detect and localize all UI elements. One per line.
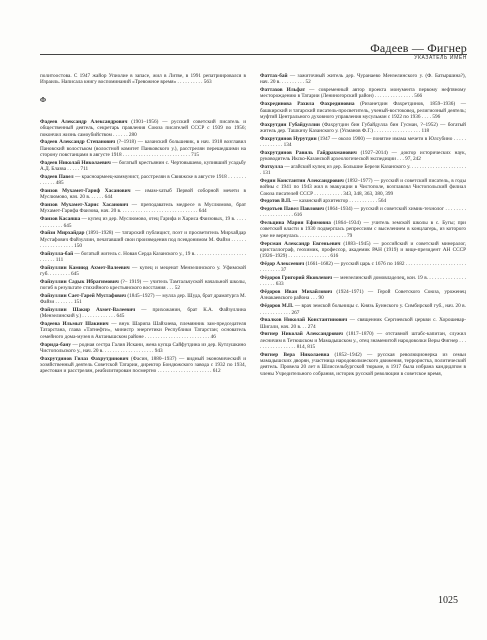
index-entry: [40, 160, 246, 173]
entry-name: Фельцина Мария Ефимовна: [260, 220, 331, 227]
section-letter: Ф: [40, 95, 47, 104]
index-entry: [40, 293, 246, 306]
entry-text: (1864–1934) — русский и советский химик-технолог . . . . . . . . . . . . . . . . . . . . . 616: [260, 206, 467, 219]
entry-name: Фатхулла: [260, 163, 284, 170]
entry-name: Фиалков Николай Константинович: [260, 317, 348, 324]
entry-text: (Ризанетдин Фахретдинов, 1859–1936) — башкирский и татарский писатель-просветитель, ученый-востоковед, религиозный деятель; муфтий Центрального духовного управления мусульман с 1922 по 1936 . . . . 596: [260, 101, 466, 120]
entry-text: — агайский купец из дер. Большие Берези Казанского у. . . . . . . . . . . . . . . . . . . . . . . 131: [260, 163, 466, 177]
entry-text: — врач земской больницы с. Князь Буинского у. Симбирской губ., нач. 20 в. . . . . . . . . . . . . 267: [260, 303, 466, 316]
entry-text: — мензелинский домовладелец, кон. 19 в. . . . . . . . . . . . . . . . . . . . . 633: [260, 275, 466, 288]
index-entry: [40, 265, 246, 278]
index-entry: [260, 87, 466, 100]
index-entry: [260, 164, 466, 177]
entry-name: Фаизов Касаяша: [40, 216, 81, 223]
entry-text: — современный автор проекта монумента первому нефтяному месторождению в Татарии (Лениногорский район) . . . . . . . . . . . . . . . 566: [260, 87, 467, 100]
entry-text: (1947 — около 1900) — понятие имама мечети в Юлсубино . . . . . . . . . . . . . . 134: [260, 135, 466, 148]
entry-name: Файзулла-бай: [40, 250, 74, 257]
index-entry: [260, 289, 466, 302]
index-entry: [40, 279, 246, 292]
index-entry: [260, 101, 466, 120]
index-entry: [40, 188, 246, 201]
entry-name: Фахрутдинов Равиль Гайдрахманович: [260, 149, 357, 156]
entry-text: — красноармеец-коммунист, расстрелян в Свияжске в августе 1918 . . . . . . . . . . . . . 485: [40, 173, 246, 187]
entry-text: (1927–2014) — доктор исторических наук, руководитель Икско-Казанской археологической экспедиции . . . 97, 242: [260, 149, 467, 163]
running-subtitle: УКАЗАТЕЛЬ ИМЕН: [414, 55, 467, 61]
index-entry: [260, 220, 466, 239]
running-title: Фадеев — Фигнер: [370, 41, 467, 55]
index-entry: [260, 241, 466, 260]
entry-name: Фаизов Мухамет-Гариф Хасанович: [40, 188, 131, 195]
index-entry: [40, 307, 246, 320]
page-header: [0, 0, 487, 62]
index-entry: [40, 321, 246, 340]
entry-name: Файзуллин Камиюд Ахмет-Валеевич: [40, 264, 130, 271]
index-entry: [260, 122, 466, 135]
index-entry: [40, 216, 246, 229]
entry-name: Фадеев Николай Николаевич: [40, 159, 111, 166]
index-entry: [260, 150, 466, 163]
entry-text: (1817–1870) — отставной штабс-капитан, служил лесничим в Тетюшском и Мамадышском у., отец знаменитой народоволки Веры Фигнер . . . . . . . . . . . . . . . . . 814, 815: [260, 331, 467, 351]
entry-name: Файзуллин Сает-Гарей Мустафович: [40, 292, 127, 299]
entry-name: Фадеев Александр Александрович: [40, 119, 128, 126]
index-entry: [260, 303, 466, 316]
entry-text: — купец из дер. Муслюмово, отец Гарифа и Хариса Фаизовых, 19 в. . . . . . . . . . . . . . 645: [40, 216, 246, 229]
index-entry: [260, 331, 466, 350]
entry-text: (1883–1945) — российский и советский минералог, кристаллограф, геохимик, профессор, академик РАН (1919) и вице-президент АН СССР (1926–1929) . . . . . . . . . . . . . . . . 616: [260, 240, 466, 260]
page-number: 1025: [438, 595, 458, 606]
header-rule: [40, 54, 467, 55]
intro-paragraph: политоостова. С 1947 жайор Упиолие в запасе, жил в Литве, в 1991 репатриировался в Израиль. Написала книгу воспоминаний «Тревожное время» . . . . . . . . . . 563: [40, 73, 246, 86]
entry-text: (1924–1971) — Герой Советского Союза, уроженец Азнакаевского района . . . 90: [260, 289, 466, 302]
entry-name: Федотьев Павел Павлович: [260, 206, 324, 213]
entry-name: Фахрутдин Губайдуллин: [260, 121, 320, 128]
entry-name: Фаизов Мухамет-Харис Хасанович: [40, 202, 129, 209]
entry-text: (1852–1942) — русская революционерка из семьи мамадышских дворян, участница народовольческого движения, террористка, политический деятель. Провела 20 лет в Шлиссельбургской тюрьме, в 1917 была избрана кандидатом в члены Учредительного собрания, историк русской революции в советское время,: [260, 351, 466, 377]
entry-name: Фёдоров Григорий Яковлевич: [260, 275, 333, 282]
entry-text: — преподаватель медресе в Муслюмово, брат Мухамет-Гарифа Фаизова, нач. 20 в. . . . . . . . . . . . . . . . . . . . . . . . . . . . . . 644: [40, 202, 246, 215]
entry-name: Федотов В.П.: [260, 198, 292, 205]
entry-name: Файзуллин Садык Ибрагимович: [40, 278, 119, 285]
index-entry: [40, 174, 246, 187]
entry-name: Фёдоров М.П.: [260, 303, 294, 310]
entry-name: Фёдоров Иван Михайлович: [260, 289, 333, 296]
index-entry: [40, 119, 246, 138]
entry-name: Фахрутдинов Гилаз Фахрутдинович: [40, 355, 129, 362]
entry-name: Фадеев Александр Степанович: [40, 139, 116, 146]
entry-name: Фигнер Вера Николаевна: [260, 351, 330, 358]
index-entry: [260, 275, 466, 288]
entry-name: Файзуллин Шакир Ахмет-Валеевич: [40, 307, 136, 313]
index-entry: [40, 342, 246, 355]
entry-text: — прихожанин, брат К.А. Файзуллина (Мензелинский у.) . . . . . . . . . . . . . 645: [40, 307, 246, 320]
entry-name: Фадеев Павел: [40, 173, 74, 180]
index-entry: [40, 251, 246, 264]
entry-text: (1901–1956) — русский советский писатель и общественный деятель, секретарь правления Союза писателей СССР с 1939 по 1956; покончил жизнь самоубийством . . . . . . 280: [40, 119, 246, 138]
index-entry: [40, 139, 246, 158]
entry-text: (Фасин, 1880–1937) — видный экономический и хозяйственный деятель Советской Татарии, директор Бондюжского завода с 1932 по 1934, арестован и расстрелян, реабилитирован посмертно . . . . . . . . . . . . . . . . . . . . . 612: [40, 355, 246, 375]
entry-text: — купец и меценат Мензелинского у. Уфимской губ. . . . . . . . . 645: [40, 264, 246, 278]
entry-name: Фигнер Николай Александрович: [260, 331, 344, 338]
entry-text: — богатый крестьянин с. Чертовышево, купивший усадьбу А.Д. Блазва . . . . . 711: [40, 159, 246, 173]
index-entry: [260, 73, 466, 86]
left-column: [40, 73, 246, 376]
index-entry: [260, 178, 466, 197]
index-entry: [260, 198, 466, 204]
entry-text: (?–1918) — казанский большевик, в нач. 1918 возглавил Пановский волостьком (волостной комитет Панковского у.), расстрелян перешедшими на сторону повстанцами в августе 1918 . . . . . . . . . . . . . . . . . . . . . . . . . . 715: [40, 139, 246, 159]
entry-name: Фарида-бану: [40, 341, 72, 348]
index-entry: [260, 261, 466, 274]
entry-text: (1661–1682) — русский царь с 1676 по 1682 . . . . . . . . . . . . . . . . . . . . . . . . . . . . . . . 37: [260, 260, 466, 274]
entry-name: Фаттах-бай: [260, 73, 288, 79]
entry-text: — зажиточный житель дер. Чуранаево Мензелинского у. (Ф. Батыршина?), нач. 20 в. . . . . . . . . . 52: [260, 73, 466, 86]
entry-text: (Фахрутдин бин Губайдулла бин Гусман, ?–1952) — богатый житель дер. Ташкичу Казанского у. (Усманов Ф.Г.) . . . . . . . . . . . . . . . . . . 118: [260, 121, 466, 134]
entry-name: Федин Константин Александрович: [260, 177, 344, 184]
entry-name: Ферсман Александр Евгеньевич: [260, 240, 341, 247]
entry-name: Фахрединова Рахила Фахрединовна: [260, 101, 355, 108]
entry-text: (1845–1927) — мулла дер. Шуда, брат драматурга М. Файзи . . . . . . . 151: [40, 292, 246, 306]
entry-text: — внук Шарипа Шайхиева, племянник зам-председателя Татарстана, глава «Татнефти», министр энергетики Республики Татарстан; основатель семейного дома-музея в Актанышском районе . . . . . . . . . . . . . . . . . . . . . . . . . 46: [40, 321, 247, 340]
entry-text: — имам-хатыб Первой соборной мечети в Муслюмово, нач. 20 в. . . . . . 644: [40, 188, 246, 201]
entry-text: (?– 1919) — учитель Тамтальчуской начальной школы, погиб в результате стихийного крестьянского восстания . . . 52: [40, 278, 247, 292]
entry-text: — родная сестра Галия Искани, жена купца Сайфутдина из дер. Кутлушкино Чистопольского у., нач. 20 в. . . . . . . . . . . . . . . . . . . . 943: [40, 341, 246, 354]
index-entry: [40, 230, 246, 249]
entry-text: (1864–1934) — учитель земской школы в с. Бугы; при советской власти в 1930 подверглась репрессиям с выселением в концлагерь, из которого уже не вернулась . . . . . . . . . . . . . . . . . . 79: [260, 220, 466, 239]
index-entry: [40, 202, 246, 215]
entry-name: Файзи Мирхайдар: [40, 230, 85, 237]
index-entry: [260, 317, 466, 330]
entry-name: Фаттахов Ильфат: [260, 87, 306, 94]
entry-text: — богатый житель с. Новая Серда Казанского у., 19 в. . . . . . . . . . . . . . . . . . . . . . . . . . 111: [40, 250, 246, 264]
index-entry: [260, 206, 466, 219]
entry-text: — священник Сергиевской церкви с. Хорошевар-Шигали, нач. 20 в. . . 274: [260, 317, 466, 330]
entry-text: — казанский архитектор . . . . . . . . . . . 564: [291, 198, 387, 205]
entry-text: (1892–1977) — русский и советский писатель, в годы войны с 1941 по 1943 жил в эвакуации в Чистополе, возглавлял Чистопольский филиал Союза писателей СССР . . . . . . . . . . . 343, 348, 363, 380, 399: [260, 177, 466, 197]
index-entry: [40, 356, 246, 375]
index-entry: [260, 352, 466, 377]
entry-text: (1891–1928) — татарский публицист, поэт и просветитель Мирхайдар Мустафович Файзуллин, печатавший свои произведения под псевдонимом М. Файзи . . . . . . . . . . . . . . . . . . . 150: [40, 230, 246, 249]
right-column: [260, 73, 466, 379]
entry-name: Фёдор Алексеевич: [260, 260, 305, 267]
entry-name: Фахрутдинов Нурутдин: [260, 135, 317, 142]
entry-name: Фадеева Ильмыт Шакинич: [40, 321, 109, 328]
index-entry: [260, 136, 466, 149]
